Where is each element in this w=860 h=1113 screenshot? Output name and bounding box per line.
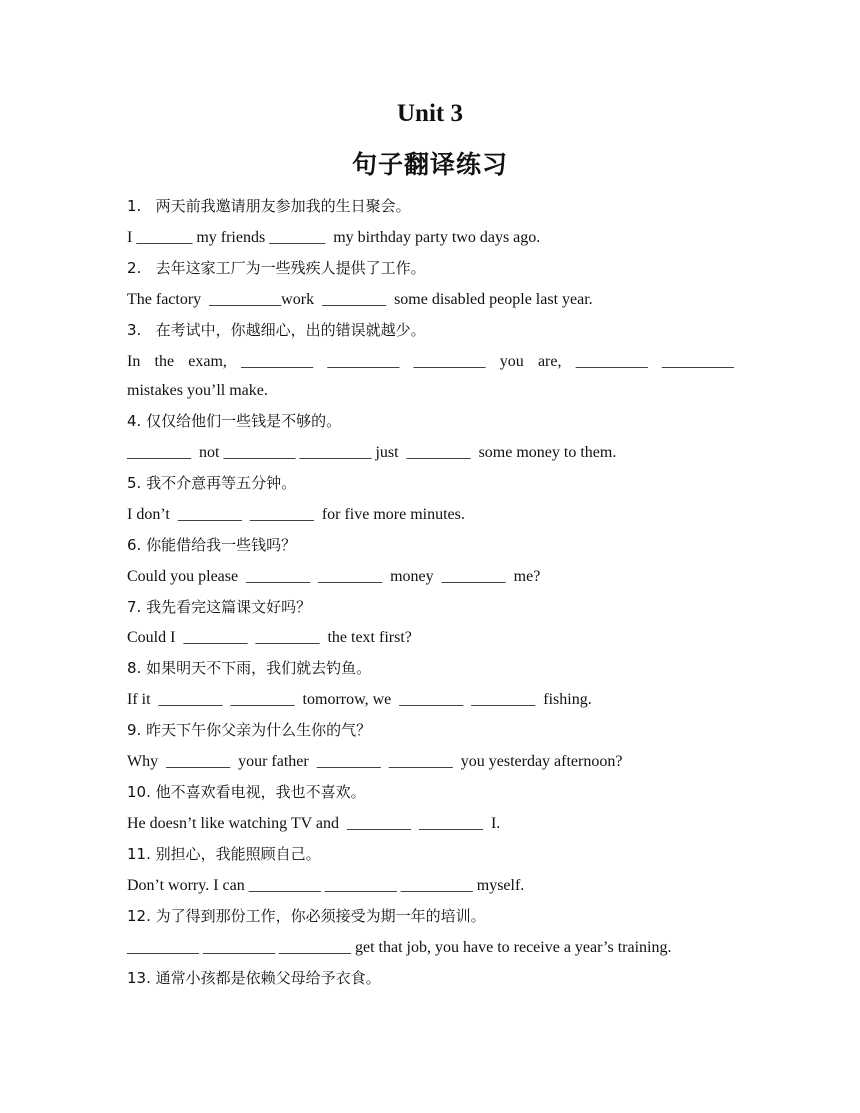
question-10-english: He doesn’t like watching TV and ________ ________ I.: [127, 815, 501, 832]
word: are,: [537, 353, 562, 370]
question-2-english: The factory _________work ________ some disabled people last year.: [127, 291, 593, 308]
question-8-english: If it ________ ________ tomorrow, we ________ ________ fishing.: [127, 691, 592, 708]
question-5-chinese: 5. 我不介意再等五分钟。: [127, 474, 297, 492]
question-6-english: Could you please ________ ________ money ________ me?: [127, 568, 541, 585]
question-12-english: _________ _________ _________ get that job, you have to receive a year’s training.: [127, 939, 672, 956]
question-9-english: Why ________ your father ________ ________ you yesterday afternoon?: [127, 753, 623, 770]
question-2-chinese: 2. 去年这家工厂为一些残疾人提供了工作。: [127, 259, 426, 277]
question-1-english: I _______ my friends _______ my birthday party two days ago.: [127, 229, 541, 246]
answer-blank: _________: [661, 353, 734, 370]
question-12-chinese: 12. 为了得到那份工作，你必须接受为期一年的培训。: [127, 907, 486, 925]
question-7-english: Could I ________ ________ the text first?: [127, 629, 412, 646]
question-11-chinese: 11. 别担心，我能照顾自己。: [127, 845, 321, 863]
answer-blank: _________: [327, 353, 400, 370]
worksheet-subtitle: 句子翻译练习: [351, 152, 508, 179]
question-7-chinese: 7. 我先看完这篇课文好吗？: [127, 598, 312, 616]
question-8-chinese: 8. 如果明天不下雨，我们就去钓鱼。: [127, 659, 372, 677]
answer-blank: _________: [241, 353, 314, 370]
word: you: [499, 353, 524, 370]
question-1-chinese: 1. 两天前我邀请朋友参加我的生日聚会。: [127, 197, 411, 215]
unit-title: Unit 3: [397, 100, 463, 127]
question-5-english: I don’t ________ ________ for five more minutes.: [127, 506, 465, 523]
question-6-chinese: 6. 你能借给我一些钱吗？: [127, 536, 297, 554]
word: In: [127, 353, 141, 370]
question-13-chinese: 13. 通常小孩都是依赖父母给予衣食。: [127, 969, 381, 987]
question-9-chinese: 9. 昨天下午你父亲为什么生你的气？: [127, 721, 372, 739]
question-4-chinese: 4. 仅仅给他们一些钱是不够的。: [127, 412, 342, 430]
question-3-english: [127, 352, 734, 372]
word: the: [154, 353, 175, 370]
answer-blank: _________: [575, 353, 648, 370]
question-3-chinese: 3. 在考试中，你越细心，出的错误就越少。: [127, 321, 426, 339]
question-10-chinese: 10. 他不喜欢看电视，我也不喜欢。: [127, 783, 366, 801]
question-11-english: Don’t worry. I can _________ _________ _________ myself.: [127, 877, 525, 894]
question-3-english-cont: mistakes you’ll make.: [127, 382, 268, 399]
question-4-english: ________ not _________ _________ just ________ some money to them.: [127, 444, 617, 461]
answer-blank: _________: [413, 353, 486, 370]
word: exam,: [188, 353, 227, 370]
